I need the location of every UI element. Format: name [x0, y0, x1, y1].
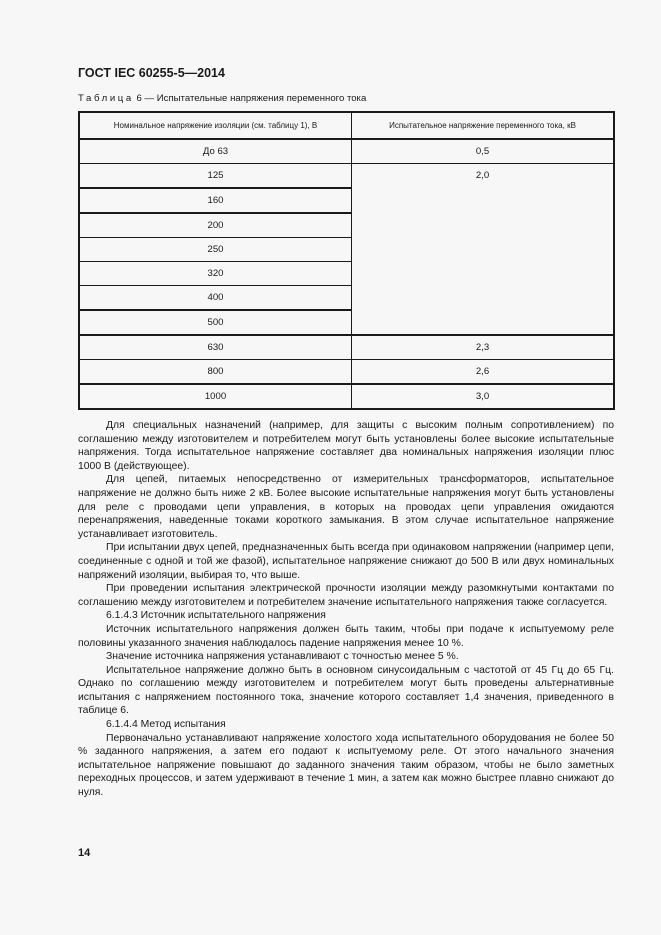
cell-test-voltage: 2,0	[352, 164, 615, 336]
section-heading-6-1-4-4: 6.1.4.4 Метод испытания	[106, 719, 226, 731]
cell-nominal-voltage: 500	[79, 310, 352, 335]
paragraph-source-requirement: Источник испытательного напряжения должен быть таким, чтобы при подаче к испытуемому реле половины указанного значения наблюдалось падение напряжения менее 10 %.	[78, 623, 614, 649]
cell-test-voltage: 2,6	[352, 360, 615, 385]
table-caption	[78, 93, 366, 104]
column-header-nominal-voltage: Номинальное напряжение изоляции (см. таблицу 1), В	[79, 112, 352, 139]
cell-nominal-voltage: 200	[79, 213, 352, 238]
cell-nominal-voltage: 320	[79, 262, 352, 286]
cell-nominal-voltage: 250	[79, 238, 352, 262]
section-heading-6-1-4-3: 6.1.4.3 Источник испытательного напряжения	[106, 610, 326, 622]
paragraph-instrument-transformers: Для цепей, питаемых непосредственно от измерительных трансформаторов, испытательное напряжение не должно быть ниже 2 кВ. Более высокие испытательные напряжения могут быть установлены для реле с проводами цепи управления, в которых на проводах цепи управления ожидаются перенапряжения, наведенные токами короткого замыкания. В этом случае испытательное напряжение устанавливает изготовитель.	[78, 474, 614, 540]
column-header-test-voltage: Испытательное напряжение переменного тока, кВ	[352, 112, 615, 139]
document-header: ГОСТ IEC 60255-5—2014	[78, 66, 225, 80]
test-voltage-table	[78, 111, 615, 410]
table-row	[79, 335, 614, 360]
paragraph-two-circuits: При испытании двух цепей, предназначенных быть всегда при одинаковом напряжении (например цепи, соединенные с одной и той же фазой), испытательное напряжение снижают до 500 В или двух номинальных напряжений изоляции, выбирая то, что выше.	[78, 542, 614, 581]
paragraph-source-accuracy: Значение источника напряжения устанавливают с точностью менее 5 %.	[106, 651, 459, 663]
cell-test-voltage: 3,0	[352, 384, 615, 409]
table-row	[79, 360, 614, 385]
paragraph-open-contacts: При проведении испытания электрической прочности изоляции между разомкнутыми контактами по соглашению между изготовителем и потребителем значение испытательного напряжения также согласуется.	[78, 583, 614, 608]
body-text	[78, 419, 614, 800]
cell-nominal-voltage: 400	[79, 286, 352, 311]
cell-test-voltage: 2,3	[352, 335, 615, 360]
table-caption-number: 6	[136, 93, 142, 104]
paragraph-waveform: Испытательное напряжение должно быть в основном синусоидальным с частотой от 45 Гц до 65 Гц. Однако по соглашению между изготовителем и потребителем могут быть проведены альтернативные испытания с напряжением постоянного тока, значение которого составляет 1,4 значения, приведенного в таблице 6.	[78, 664, 614, 717]
table-row	[79, 384, 614, 409]
table-caption-prefix: Таблица	[78, 93, 134, 104]
cell-nominal-voltage: 1000	[79, 384, 352, 409]
table-row	[79, 164, 614, 189]
page-number: 14	[78, 847, 91, 859]
cell-test-voltage: 0,5	[352, 139, 615, 164]
table-row	[79, 139, 614, 164]
paragraph-special-purposes: Для специальных назначений (например, для защиты с высоким полным сопротивлением) по соглашению между изготовителем и потребителем могут быть установлены более высокие испытательные напряжения. Тогда испытательное напряжение составляет два номинальных напряжения изоляции плюс 1000 В (действующее).	[78, 420, 614, 472]
cell-nominal-voltage: 630	[79, 335, 352, 360]
cell-nominal-voltage: 800	[79, 360, 352, 385]
cell-nominal-voltage: 125	[79, 164, 352, 189]
paragraph-test-method: Первоначально устанавливают напряжение холостого хода испытательного оборудования не более 50 % заданного напряжения, а затем его подают к испытуемому реле. От этого начального значения испытательное напряжение повышают до заданного значения таким образом, чтобы не было заметных переходных процессов, и затем удерживают в течение 1 мин, а затем как можно быстрее плавно снижают до нуля.	[78, 732, 614, 799]
table-header-row	[79, 112, 614, 139]
cell-nominal-voltage: До 63	[79, 139, 352, 164]
table-caption-text: — Испытательные напряжения переменного тока	[144, 93, 367, 104]
cell-nominal-voltage: 160	[79, 188, 352, 213]
